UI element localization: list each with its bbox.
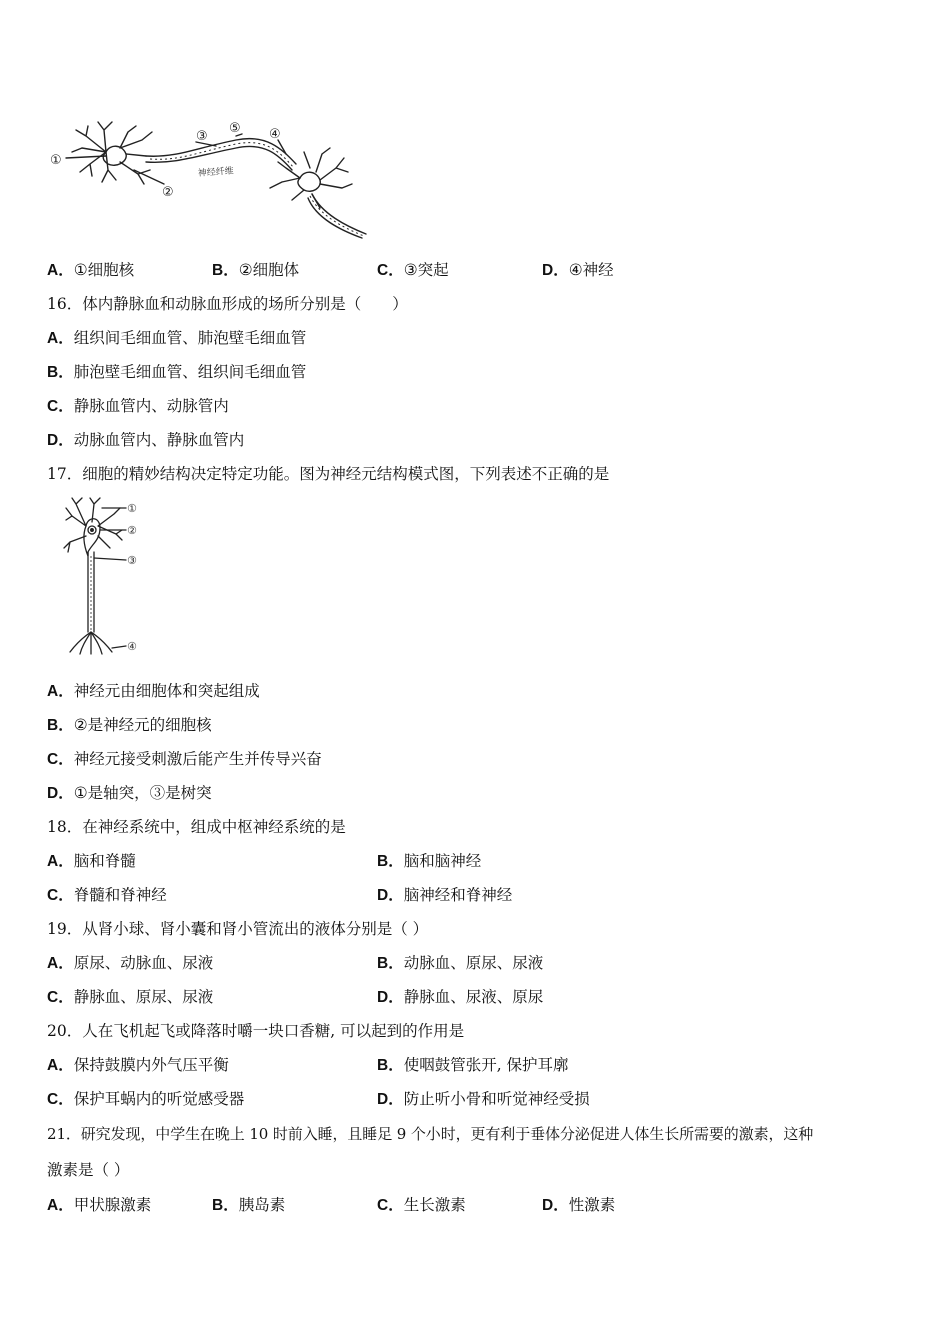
q20-option-d: D．防止听小骨和听觉神经受损	[377, 1090, 590, 1108]
q21-option-d: D．性激素	[542, 1196, 616, 1214]
q20-option-c: C．保护耳蜗内的听觉感受器	[47, 1090, 245, 1108]
q19-option-c: C．静脉血、原尿、尿液	[47, 988, 214, 1006]
q17-option-c: C．神经元接受刺激后能产生并传导兴奋	[47, 750, 322, 768]
q20-option-b: B．使咽鼓管张开, 保护耳廓	[377, 1056, 569, 1074]
q15-option-c: C．③突起	[377, 261, 449, 279]
q17-fig-label-2: ②	[127, 524, 137, 537]
q19-stem: 19．从肾小球、肾小囊和肾小管流出的液体分别是（ ）	[47, 920, 429, 938]
q17-option-d: D．①是轴突，③是树突	[47, 784, 212, 802]
q18-option-c: C．脊髓和脊神经	[47, 886, 167, 904]
q17-neuron-figure	[62, 496, 146, 660]
q16-option-b: B．肺泡壁毛细血管、组织间毛细血管	[47, 363, 307, 381]
q19-option-b: B．动脉血、原尿、尿液	[377, 954, 544, 972]
q15-fig-label-3: ③	[196, 129, 208, 144]
q15-option-d: D．④神经	[542, 261, 614, 279]
q16-stem: 16．体内静脉血和动脉血形成的场所分别是（ ）	[47, 295, 408, 313]
q21-stem-line1: 21．研究发现，中学生在晚上 10 时前入睡，且睡足 9 个小时，更有利于垂体分泌促进人体生长所需要的激素，这种	[47, 1125, 814, 1143]
q15-fig-inner-text: 神经纤维	[197, 166, 235, 179]
q17-option-a: A．神经元由细胞体和突起组成	[47, 682, 260, 700]
q17-fig-label-4: ④	[127, 640, 137, 653]
q16-option-d: D．动脉血管内、静脉血管内	[47, 431, 245, 449]
q16-option-c: C．静脉血管内、动脉管内	[47, 397, 229, 415]
q20-option-a: A．保持鼓膜内外气压平衡	[47, 1056, 229, 1074]
q15-fig-label-4: ④	[269, 127, 281, 142]
q16-option-a: A．组织间毛细血管、肺泡壁毛细血管	[47, 329, 307, 347]
q20-stem: 20．人在飞机起飞或降落时嚼一块口香糖, 可以起到的作用是	[47, 1022, 465, 1040]
q17-stem: 17．细胞的精妙结构决定特定功能。图为神经元结构模式图，下列表述不正确的是	[47, 465, 610, 483]
q18-option-a: A．脑和脊髓	[47, 852, 136, 870]
q17-option-b: B．②是神经元的细胞核	[47, 716, 212, 734]
q21-option-b: B．胰岛素	[212, 1196, 286, 1214]
q15-fig-label-2: ②	[162, 185, 174, 200]
q15-option-a: A．①细胞核	[47, 261, 135, 279]
q15-fig-label-5: ⑤	[229, 121, 241, 136]
q15-option-b: B．②细胞体	[212, 261, 300, 279]
q19-option-a: A．原尿、动脉血、尿液	[47, 954, 214, 972]
q17-fig-label-3: ③	[127, 554, 137, 567]
q18-stem: 18．在神经系统中，组成中枢神经系统的是	[47, 818, 346, 836]
q17-fig-label-1: ①	[127, 502, 137, 515]
q15-fig-label-1: ①	[50, 153, 62, 168]
q19-option-d: D．静脉血、尿液、原尿	[377, 988, 544, 1006]
q21-option-c: C．生长激素	[377, 1196, 466, 1214]
q18-option-d: D．脑神经和脊神经	[377, 886, 513, 904]
q21-option-a: A．甲状腺激素	[47, 1196, 152, 1214]
q15-neuron-figure	[46, 118, 376, 244]
q21-stem-line2: 激素是（ ）	[47, 1161, 130, 1179]
q18-option-b: B．脑和脑神经	[377, 852, 482, 870]
